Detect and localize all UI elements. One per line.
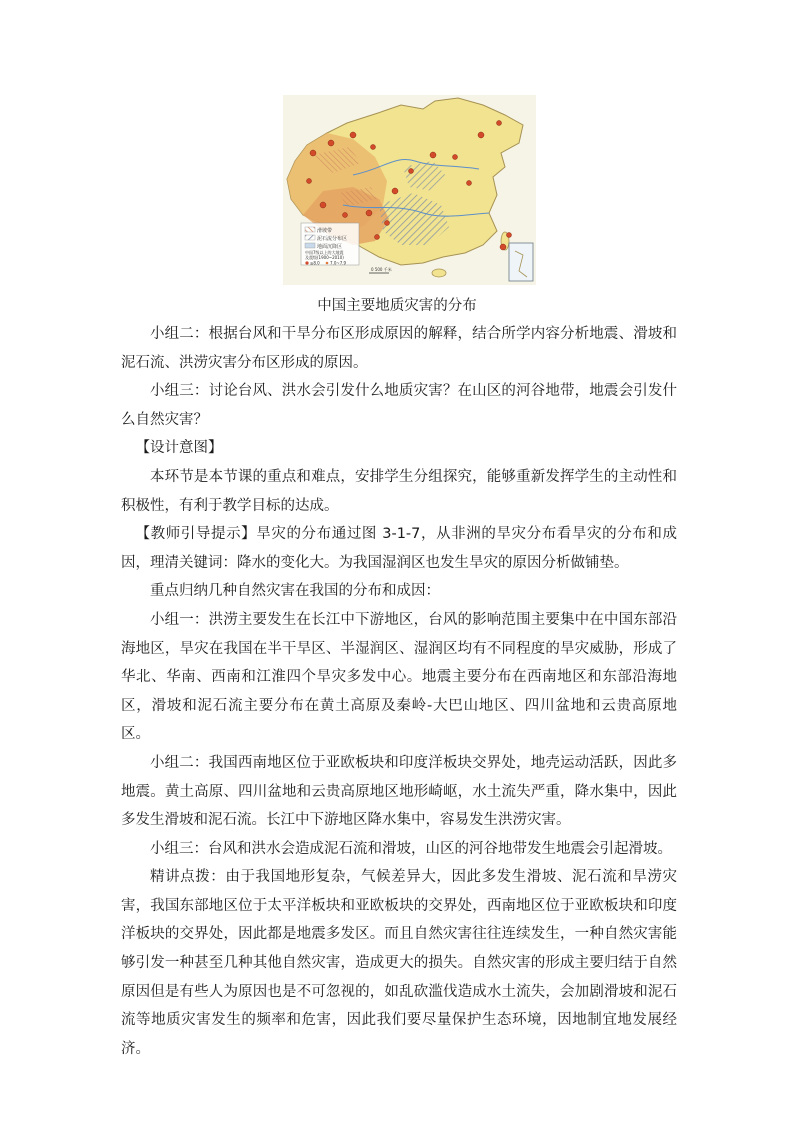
paragraph-group3-answer: 小组三：台风和洪水会造成泥石流和滑坡，山区的河谷地带发生地震会引起滑坡。 <box>150 840 672 857</box>
china-geological-hazard-map <box>283 95 536 285</box>
paragraph-group2-question: 小组二：根据台风和干旱分布区形成原因的解释，结合所学内容分析地震、滑坡和泥石流、洪涝灾害分布区形成的原因。 <box>121 326 677 371</box>
legend-item-1: 滑坡带 <box>317 228 333 234</box>
figure-caption: 中国主要地质灾害的分布 <box>317 298 477 314</box>
paragraph-group2-answer: 小组二：我国西南地区位于亚欧板块和印度洋板块交界处，地壳运动活跃，因此多地震。黄土高原、四川盆地和云贵高原地区地形崎岖，水土流失严重，降水集中，因此多发生滑坡和泥石流。长江中下游地区降水集中，容易发生洪涝灾害。 <box>121 754 677 829</box>
legend-quake-level-2: 7.0~7.9 <box>330 260 347 266</box>
teacher-guidance-paragraph: 【教师引导提示】旱灾的分布通过图 3-1-7，从非洲的旱灾分布看旱灾的分布和成因，理清关键词：降水的变化大。为我国湿润区也发生旱灾的原因分析做铺垫。 <box>121 526 677 571</box>
summary-intro: 重点归纳几种自然灾害在我国的分布和成因： <box>150 583 440 600</box>
legend-quake-level-1: ≥8.0 <box>310 260 320 266</box>
map-graphic <box>283 95 536 285</box>
design-intent-heading: 【设计意图】 <box>135 440 223 457</box>
legend-item-2: 泥石流分布区 <box>317 236 348 242</box>
paragraph-group1-answer: 小组一：洪涝主要发生在长江中下游地区，台风的影响范围主要集中在中国东部沿海地区，旱灾在我国在半干旱区、半湿润区、湿润区均有不同程度的旱灾威胁，形成了华北、华南、西南和江淮四个旱灾多发中心。地震主要分布在西南地区和东部沿海地区，滑坡和泥石流主要分布在黄土高原及秦岭-大巴山地区、四川盆地和云贵高原地区。 <box>121 611 677 743</box>
paragraph-group3-question: 小组三：讨论台风、洪水会引发什么地质灾害？在山区的河谷地带，地震会引发什么自然灾害？ <box>121 383 677 428</box>
legend-quake-title: 中国7级以上的大地震 <box>305 250 344 255</box>
design-intent-paragraph: 本环节是本节课的重点和难点，安排学生分组探究，能够重新发挥学生的主动性和积极性，有利于教学目标的达成。 <box>121 468 677 514</box>
legend-item-3: 地面沉降区 <box>317 244 343 250</box>
key-explanation-paragraph: 精讲点拨：由于我国地形复杂，气候差异大，因此多发生滑坡、泥石流和旱涝灾害，我国东部地区位于太平洋板块和亚欧板块的交界处，西南地区位于亚欧板块和印度洋板块的交界处，因此都是地震多发区。而且自然灾害往往连续发生，一种自然灾害能够引发一种甚至几种其他自然灾害，造成更大的损失。自然灾害的形成主要归结于自然原因但是有些人为原因也是不可忽视的，如乱砍滥伐造成水土流失，会加剧滑坡和泥石流等地质灾害发生的频率和危害，因此我们要尽量保护生态环境，因地制宜地发展经济。 <box>121 869 677 1057</box>
hainan-island <box>432 269 446 277</box>
scale-text: 0 500 千米 <box>371 267 392 272</box>
body-text <box>121 320 677 1063</box>
legend-quake-subtitle: 及震级(1900~2010) <box>305 255 344 260</box>
map-legend <box>301 223 359 266</box>
